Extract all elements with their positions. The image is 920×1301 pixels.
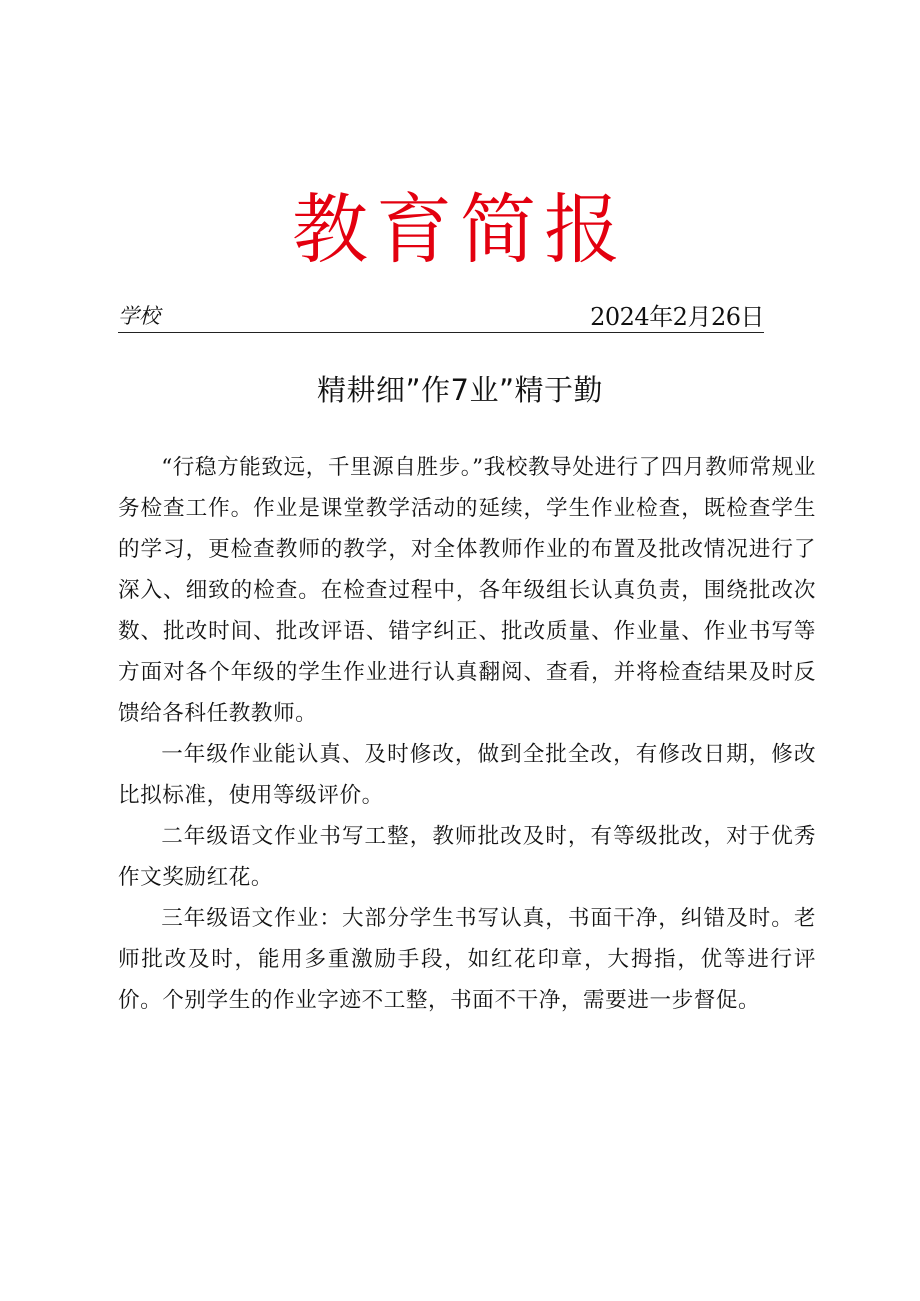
issue-date: 2024年2月26日 xyxy=(590,303,764,331)
newsletter-masthead: 教育简报 xyxy=(292,185,628,274)
paragraph-grade-2: 二年级语文作业书写工整，教师批改及时，有等级批改，对于优秀作文奖励红花。 xyxy=(118,824,816,890)
paragraph-intro: “行稳方能致远，千里源自胜步。”我校教导处进行了四月教师常规业务检查工作。作业是课堂教学活动的延续，学生作业检查，既检查学生的学习，更检查教师的教学，对全体教师作业的布置及批改情况进行了深入、细致的检查。在检查过程中，各年级组长认真负责，围绕批改次数、批改时间、批改评语、错字纠正、批改质量、作业量、作业书写等方面对各个年级的学生作业进行认真翻阅、查看，并将检查结果及时反馈给各科任教教师。 xyxy=(118,455,816,726)
article-title: 精耕细”作7业”精于勤 xyxy=(317,373,603,407)
dateline-row xyxy=(118,302,764,333)
school-label: 学校 xyxy=(118,304,160,328)
paragraph-grade-1: 一年级作业能认真、及时修改，做到全批全改，有修改日期，修改比拟标准，使用等级评价。 xyxy=(118,742,816,808)
paragraph-grade-3: 三年级语文作业：大部分学生书写认真，书面干净，纠错及时。老师批改及时，能用多重激励手段，如红花印章，大拇指，优等进行评价。个别学生的作业字迹不工整，书面不干净，需要进一步督促。 xyxy=(118,906,816,1013)
article-body xyxy=(118,447,816,1021)
